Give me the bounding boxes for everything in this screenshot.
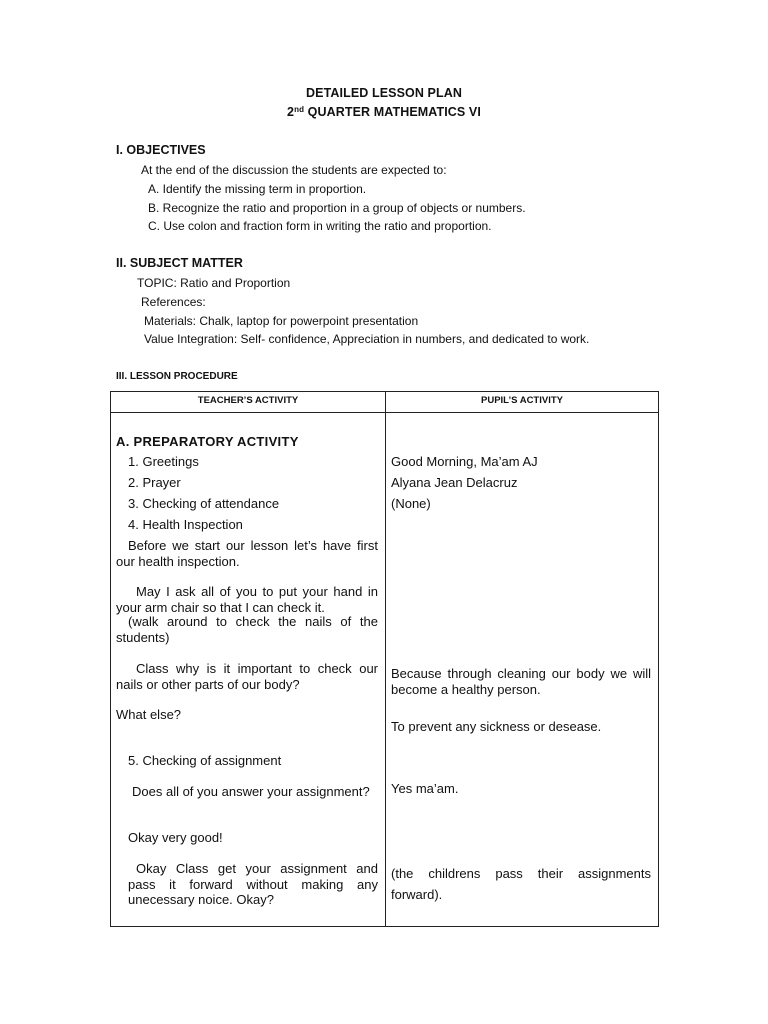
objective-item: C. Use colon and fraction form in writing the ratio and proportion.	[148, 219, 492, 233]
pupil-column-header: PUPIL’S ACTIVITY	[481, 395, 563, 406]
topic-line: TOPIC: Ratio and Proportion	[137, 276, 291, 290]
subject-matter-heading: II. SUBJECT MATTER	[116, 256, 243, 270]
pupil-good-morning: Good Morning, Ma’am AJ	[391, 454, 538, 469]
objective-item: B. Recognize the ratio and proportion in a group of objects or numbers.	[148, 201, 526, 215]
teacher-checking-assignment: 5. Checking of assignment	[128, 753, 282, 768]
procedure-heading: III. LESSON PROCEDURE	[116, 371, 238, 382]
pupil-prayer-leader: Alyana Jean Delacruz	[391, 475, 518, 490]
teacher-prayer: 2. Prayer	[128, 475, 181, 490]
teacher-column-header: TEACHER’S ACTIVITY	[197, 395, 299, 406]
subtitle-superscript: nd	[294, 105, 305, 114]
teacher-okay-class: Okay Class get your assignment and pass it forward without making any unecessary noice. Okay?	[128, 861, 378, 907]
values-line: Value Integration: Self- confidence, Appreciation in numbers, and dedicated to work.	[144, 332, 590, 346]
teacher-what-else: What else?	[116, 707, 182, 722]
teacher-does-all: Does all of you answer your assignment?	[132, 784, 370, 799]
teacher-okay-good: Okay very good!	[128, 830, 223, 845]
preparatory-activity-heading: A. PREPARATORY ACTIVITY	[116, 434, 299, 449]
teacher-health-inspection: 4. Health Inspection	[128, 517, 243, 532]
objectives-heading: I. OBJECTIVES	[116, 143, 206, 157]
document-title: DETAILED LESSON PLAN	[306, 86, 462, 100]
teacher-walk-around: (walk around to check the nails of the students)	[116, 614, 378, 645]
table-column-divider	[385, 392, 386, 926]
subtitle-number: 2	[287, 105, 295, 119]
document-subtitle	[0, 105, 768, 119]
pupil-prevent: To prevent any sickness or desease.	[391, 719, 602, 734]
objectives-intro: At the end of the discussion the students are expected to:	[141, 163, 447, 177]
objective-item: A. Identify the missing term in proportion.	[148, 182, 367, 196]
teacher-greetings: 1. Greetings	[128, 454, 199, 469]
subtitle-rest: QUARTER MATHEMATICS VI	[304, 105, 481, 119]
materials-line: Materials: Chalk, laptop for powerpoint presentation	[144, 314, 419, 328]
references-line: References:	[141, 295, 206, 309]
pupil-pass-assignments: (the childrens pass their assignments forward).	[391, 866, 651, 902]
pupil-attendance-none: (None)	[391, 496, 431, 511]
teacher-class-why: Class why is it important to check our nails or other parts of our body?	[116, 661, 378, 692]
pupil-because: Because through cleaning our body we will become a healthy person.	[391, 666, 651, 697]
teacher-attendance: 3. Checking of attendance	[128, 496, 280, 511]
teacher-before-lesson: Before we start our lesson let’s have first our health inspection.	[116, 538, 378, 569]
activity-table	[110, 391, 659, 927]
pupil-yes: Yes ma’am.	[391, 781, 459, 796]
table-header-divider	[111, 412, 658, 413]
teacher-may-ask: May I ask all of you to put your hand in your arm chair so that I can check it.	[116, 584, 378, 615]
